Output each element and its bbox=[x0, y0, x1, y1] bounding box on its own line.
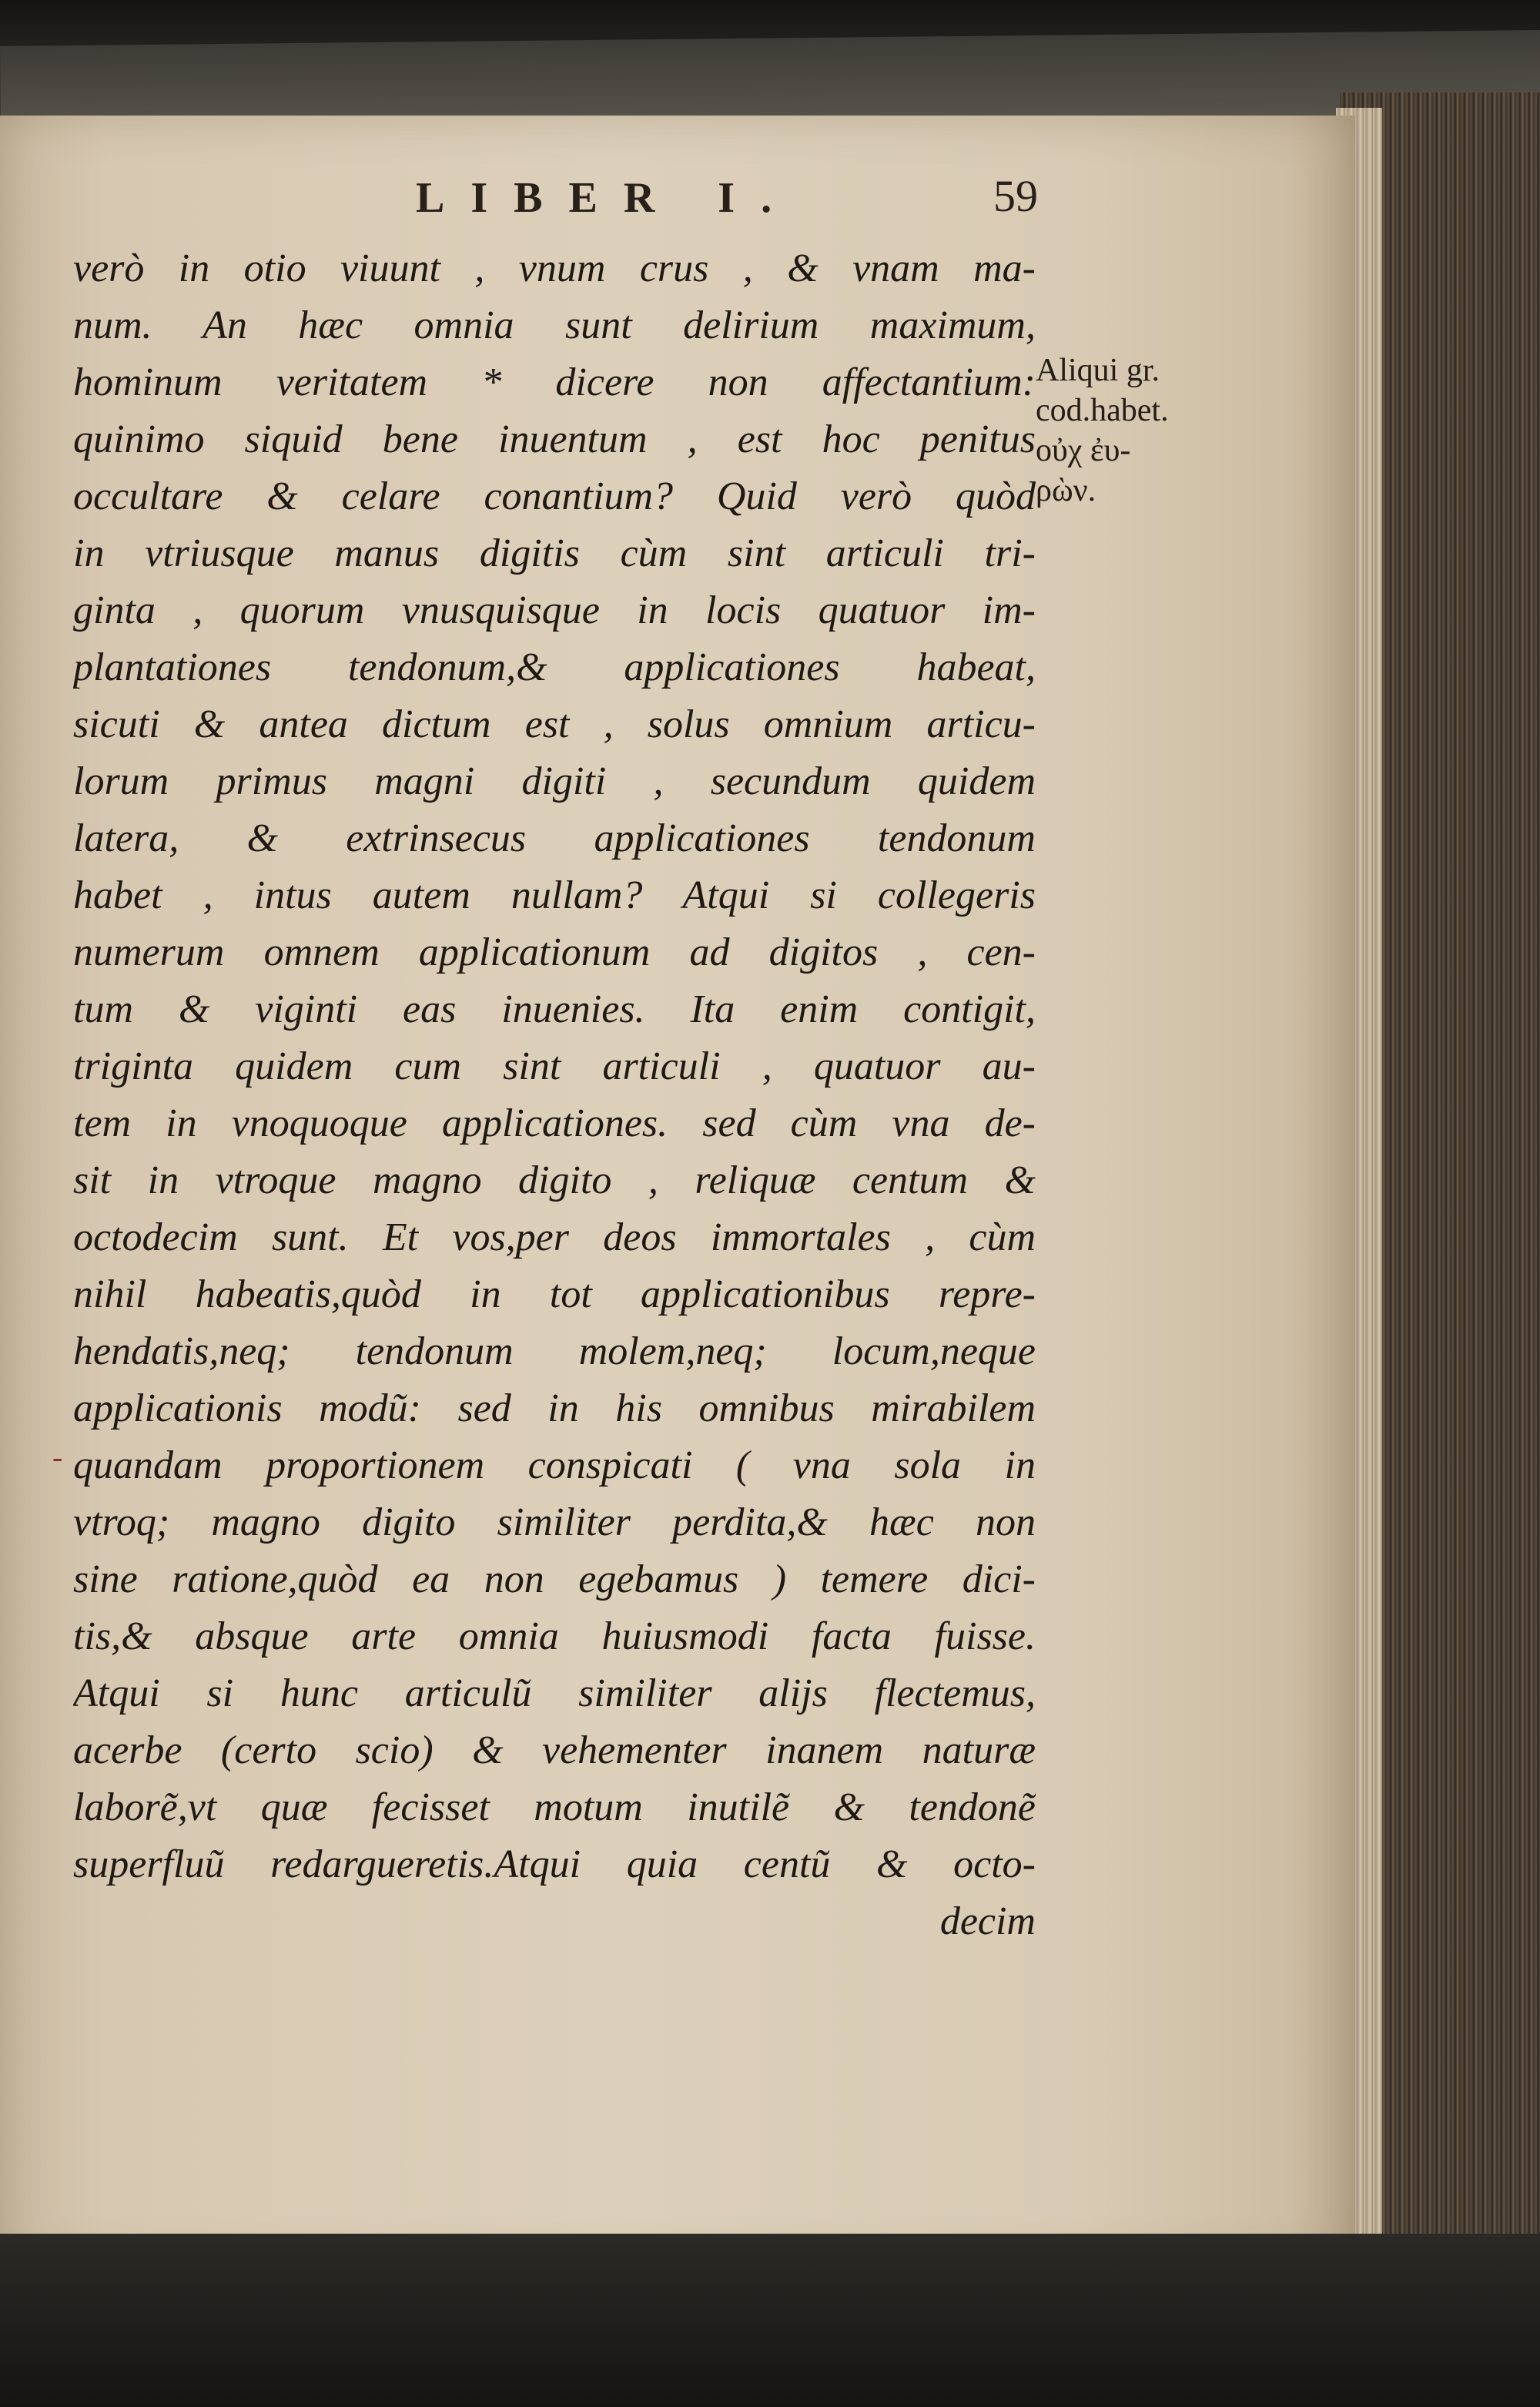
text-line: sicuti & antea dictum est , solus omnium articu- bbox=[73, 702, 1036, 746]
margin-note bbox=[1036, 350, 1220, 511]
margin-note-line: cod.habet. bbox=[1036, 393, 1169, 428]
text-line: vtroq; magno digito similiter perdita,& hæc non bbox=[73, 1500, 1036, 1544]
text-line: hominum veritatem * dicere non affectantium: bbox=[73, 360, 1036, 404]
text-line: tis,& absque arte omnia huiusmodi facta fuisse. bbox=[73, 1614, 1036, 1658]
text-line: verò in otio viuunt , vnum crus , & vnam ma- bbox=[73, 246, 1036, 290]
text-line: num. An hæc omnia sunt delirium maximum, bbox=[73, 303, 1036, 347]
text-line: lorum primus magni digiti , secundum quidem bbox=[73, 759, 1036, 803]
text-line: superfluũ redargueretis.Atqui quia centũ & octo- bbox=[73, 1842, 1036, 1886]
dark-background-bottom bbox=[0, 2234, 1540, 2407]
text-line: sine ratione,quòd ea non egebamus ) temere dici- bbox=[73, 1557, 1036, 1601]
text-line: tem in vnoquoque applicationes. sed cùm vna de- bbox=[73, 1101, 1036, 1145]
margin-note-line: Aliqui gr. bbox=[1036, 353, 1160, 388]
text-line: octodecim sunt. Et vos,per deos immortales , cùm bbox=[73, 1215, 1036, 1259]
margin-note-line: ρὼν. bbox=[1036, 473, 1096, 508]
text-line: habet , intus autem nullam? Atqui si collegeris bbox=[73, 873, 1036, 917]
text-line: sit in vtroque magno digito , reliquæ centum & bbox=[73, 1158, 1036, 1202]
text-line: applicationis modũ: sed in his omnibus mirabilem bbox=[73, 1386, 1036, 1430]
text-line: nihil habeatis,quòd in tot applicationibus repre- bbox=[73, 1272, 1036, 1316]
text-line: latera, & extrinsecus applicationes tendonum bbox=[73, 816, 1036, 860]
text-line: Atqui si hunc articulũ similiter alijs flectemus, bbox=[73, 1671, 1036, 1715]
margin-mark: - bbox=[52, 1440, 63, 1474]
catchword: decim bbox=[939, 1899, 1036, 1943]
text-line: acerbe (certo scio) & vehementer inanem naturæ bbox=[73, 1728, 1036, 1772]
page-number: 59 bbox=[993, 171, 1038, 221]
text-line: tum & viginti eas inuenies. Ita enim contigit, bbox=[73, 987, 1036, 1031]
book-page bbox=[0, 116, 1355, 2265]
text-line: ginta , quorum vnusquisque in locis quatuor im- bbox=[73, 588, 1036, 632]
text-line: numerum omnem applicationum ad digitos , cen- bbox=[73, 930, 1036, 974]
body-text bbox=[73, 240, 1036, 1950]
text-line: quandam proportionem conspicati ( vna sola in bbox=[73, 1443, 1036, 1487]
page-header bbox=[0, 173, 1355, 235]
text-line: hendatis,neq; tendonum molem,neq; locum,neque bbox=[73, 1329, 1036, 1373]
text-line: laborẽ,vt quæ fecisset motum inutilẽ & tendonẽ bbox=[73, 1785, 1036, 1829]
text-line: in vtriusque manus digitis cùm sint articuli tri- bbox=[73, 531, 1036, 575]
text-line: quinimo siquid bene inuentum , est hoc penitus bbox=[73, 417, 1036, 461]
text-line: occultare & celare conantium? Quid verò quòd bbox=[73, 474, 1036, 518]
margin-note-line: οὐχ ἐυ- bbox=[1036, 433, 1131, 468]
text-line: triginta quidem cum sint articuli , quatuor au- bbox=[73, 1044, 1036, 1088]
text-line: plantationes tendonum,& applicationes habeat, bbox=[73, 645, 1036, 689]
running-head: LIBER I. bbox=[416, 174, 798, 222]
